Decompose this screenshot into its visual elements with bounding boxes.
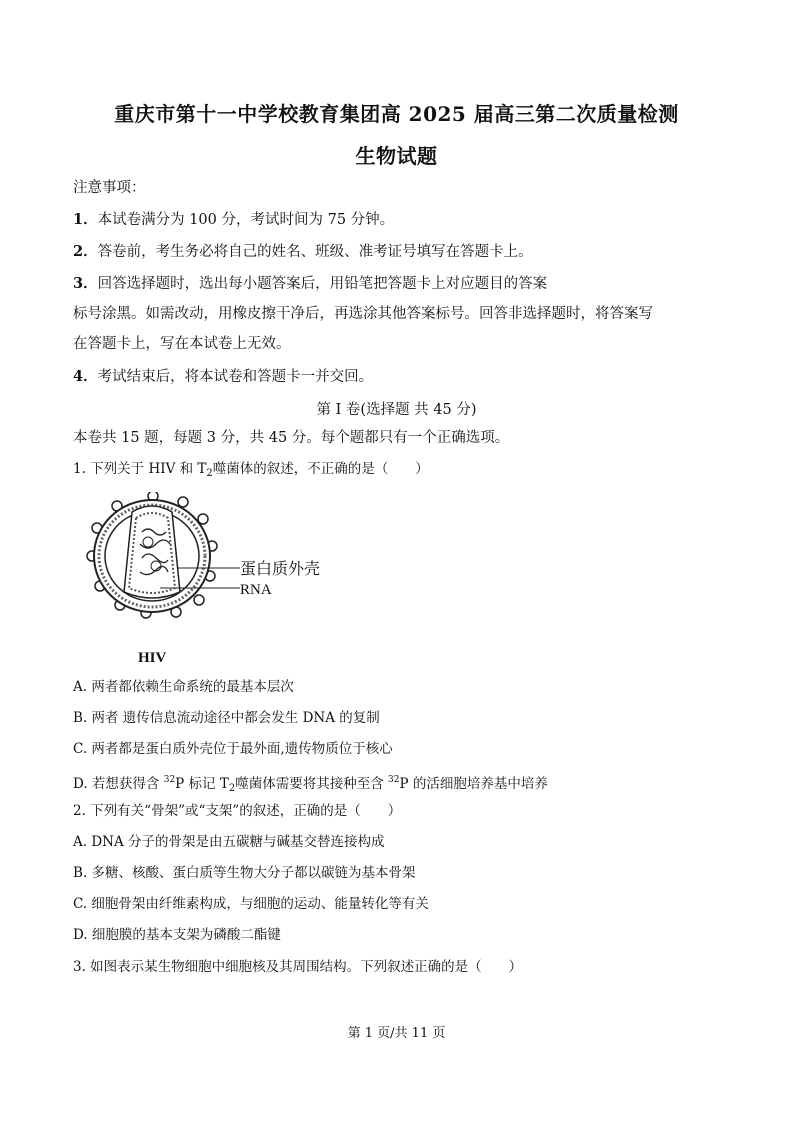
question-2-stem: 2. 下列有关“骨架”或“支架”的叙述，正确的是（ ） <box>73 803 402 819</box>
notice-item-3 <box>73 274 723 294</box>
notice-item-3-cont-2 <box>73 334 723 354</box>
question-1-option-a: A. 两者都依赖生命系统的最基本层次 <box>73 679 294 695</box>
question-1-stem: 1. 下列关于 HIV 和 $T_2$噬菌体的叙述，不正确的是（ ） <box>73 461 429 479</box>
exam-subject-title: 生物试题 <box>355 144 438 168</box>
page-footer: 第 1 页/共 11 页 <box>347 1026 446 1041</box>
question-3-stem: 3. 如图表示某生物细胞中细胞核及其周围结构。下列叙述正确的是（ ） <box>73 959 523 975</box>
question-1-option-d: D. 若想获得含 $^{32}$P 标记 $T_2$噬菌体需要将其接种至含 $^{32}$P 的活细胞培养基中培养 <box>73 775 548 794</box>
notice-item-text: 考试结束后，将本试卷和答题卡一并交回。 <box>97 369 374 385</box>
notice-item-text: 答卷前，考生务必将自己的姓名、班级、准考证号填写在答题卡上。 <box>97 244 533 260</box>
notice-item-number: 1． <box>73 211 98 228</box>
notice-item-4 <box>73 367 723 387</box>
notice-item-text: 标号涂黑。如需改动，用橡皮擦干净后，再选涂其他答案标号。回答非选择题时，将答案写 <box>73 306 653 322</box>
question-1-option-b: B. 两者 遗传信息流动途径中都会发生 DNA 的复制 <box>73 710 380 726</box>
notice-item-number: 4． <box>73 368 98 385</box>
question-2-option-d: D. 细胞膜的基本支架为磷酸二酯键 <box>73 927 281 943</box>
question-2-option-b: B. 多糖、核酸、蛋白质等生物大分子都以碳链为基本骨架 <box>73 865 416 881</box>
section-intro: 本卷共 15 题，每题 3 分，共 45 分。每个题都只有一个正确选项。 <box>73 430 510 446</box>
rna-label: RNA <box>240 582 272 598</box>
notice-item-3-cont-1 <box>73 304 723 324</box>
notice-item-text: 在答题卡上，写在本试卷上无效。 <box>73 336 291 352</box>
notice-item-text: 回答选择题时，选出每小题答案后，用铅笔把答题卡上对应题目的答案 <box>97 276 548 292</box>
question-2-option-a: A. DNA 分子的骨架是由五碳糖与碱基交替连接构成 <box>73 834 385 850</box>
hiv-figure <box>80 492 340 672</box>
notice-item-number: 3． <box>73 275 98 292</box>
notice-item-text: 本试卷满分为 100 分，考试时间为 75 分钟。 <box>97 212 395 228</box>
hiv-caption: HIV <box>138 650 167 666</box>
notice-item-1 <box>73 210 723 230</box>
hiv-virus-diagram <box>80 492 340 672</box>
protein-shell-label: 蛋白质外壳 <box>240 561 321 578</box>
question-2-option-c: C. 细胞骨架由纤维素构成，与细胞的运动、能量转化等有关 <box>73 896 429 912</box>
notice-item-number: 2． <box>73 243 98 260</box>
notice-item-2 <box>73 242 723 262</box>
exam-title: 重庆市第十一中学校教育集团高 2025 届高三第二次质量检测 <box>114 102 679 126</box>
question-1-option-c: C. 两者都是蛋白质外壳位于最外面,遗传物质位于核心 <box>73 741 393 757</box>
notice-heading: 注意事项： <box>73 180 146 196</box>
section-title: 第 I 卷(选择题 共 45 分) <box>316 402 477 418</box>
